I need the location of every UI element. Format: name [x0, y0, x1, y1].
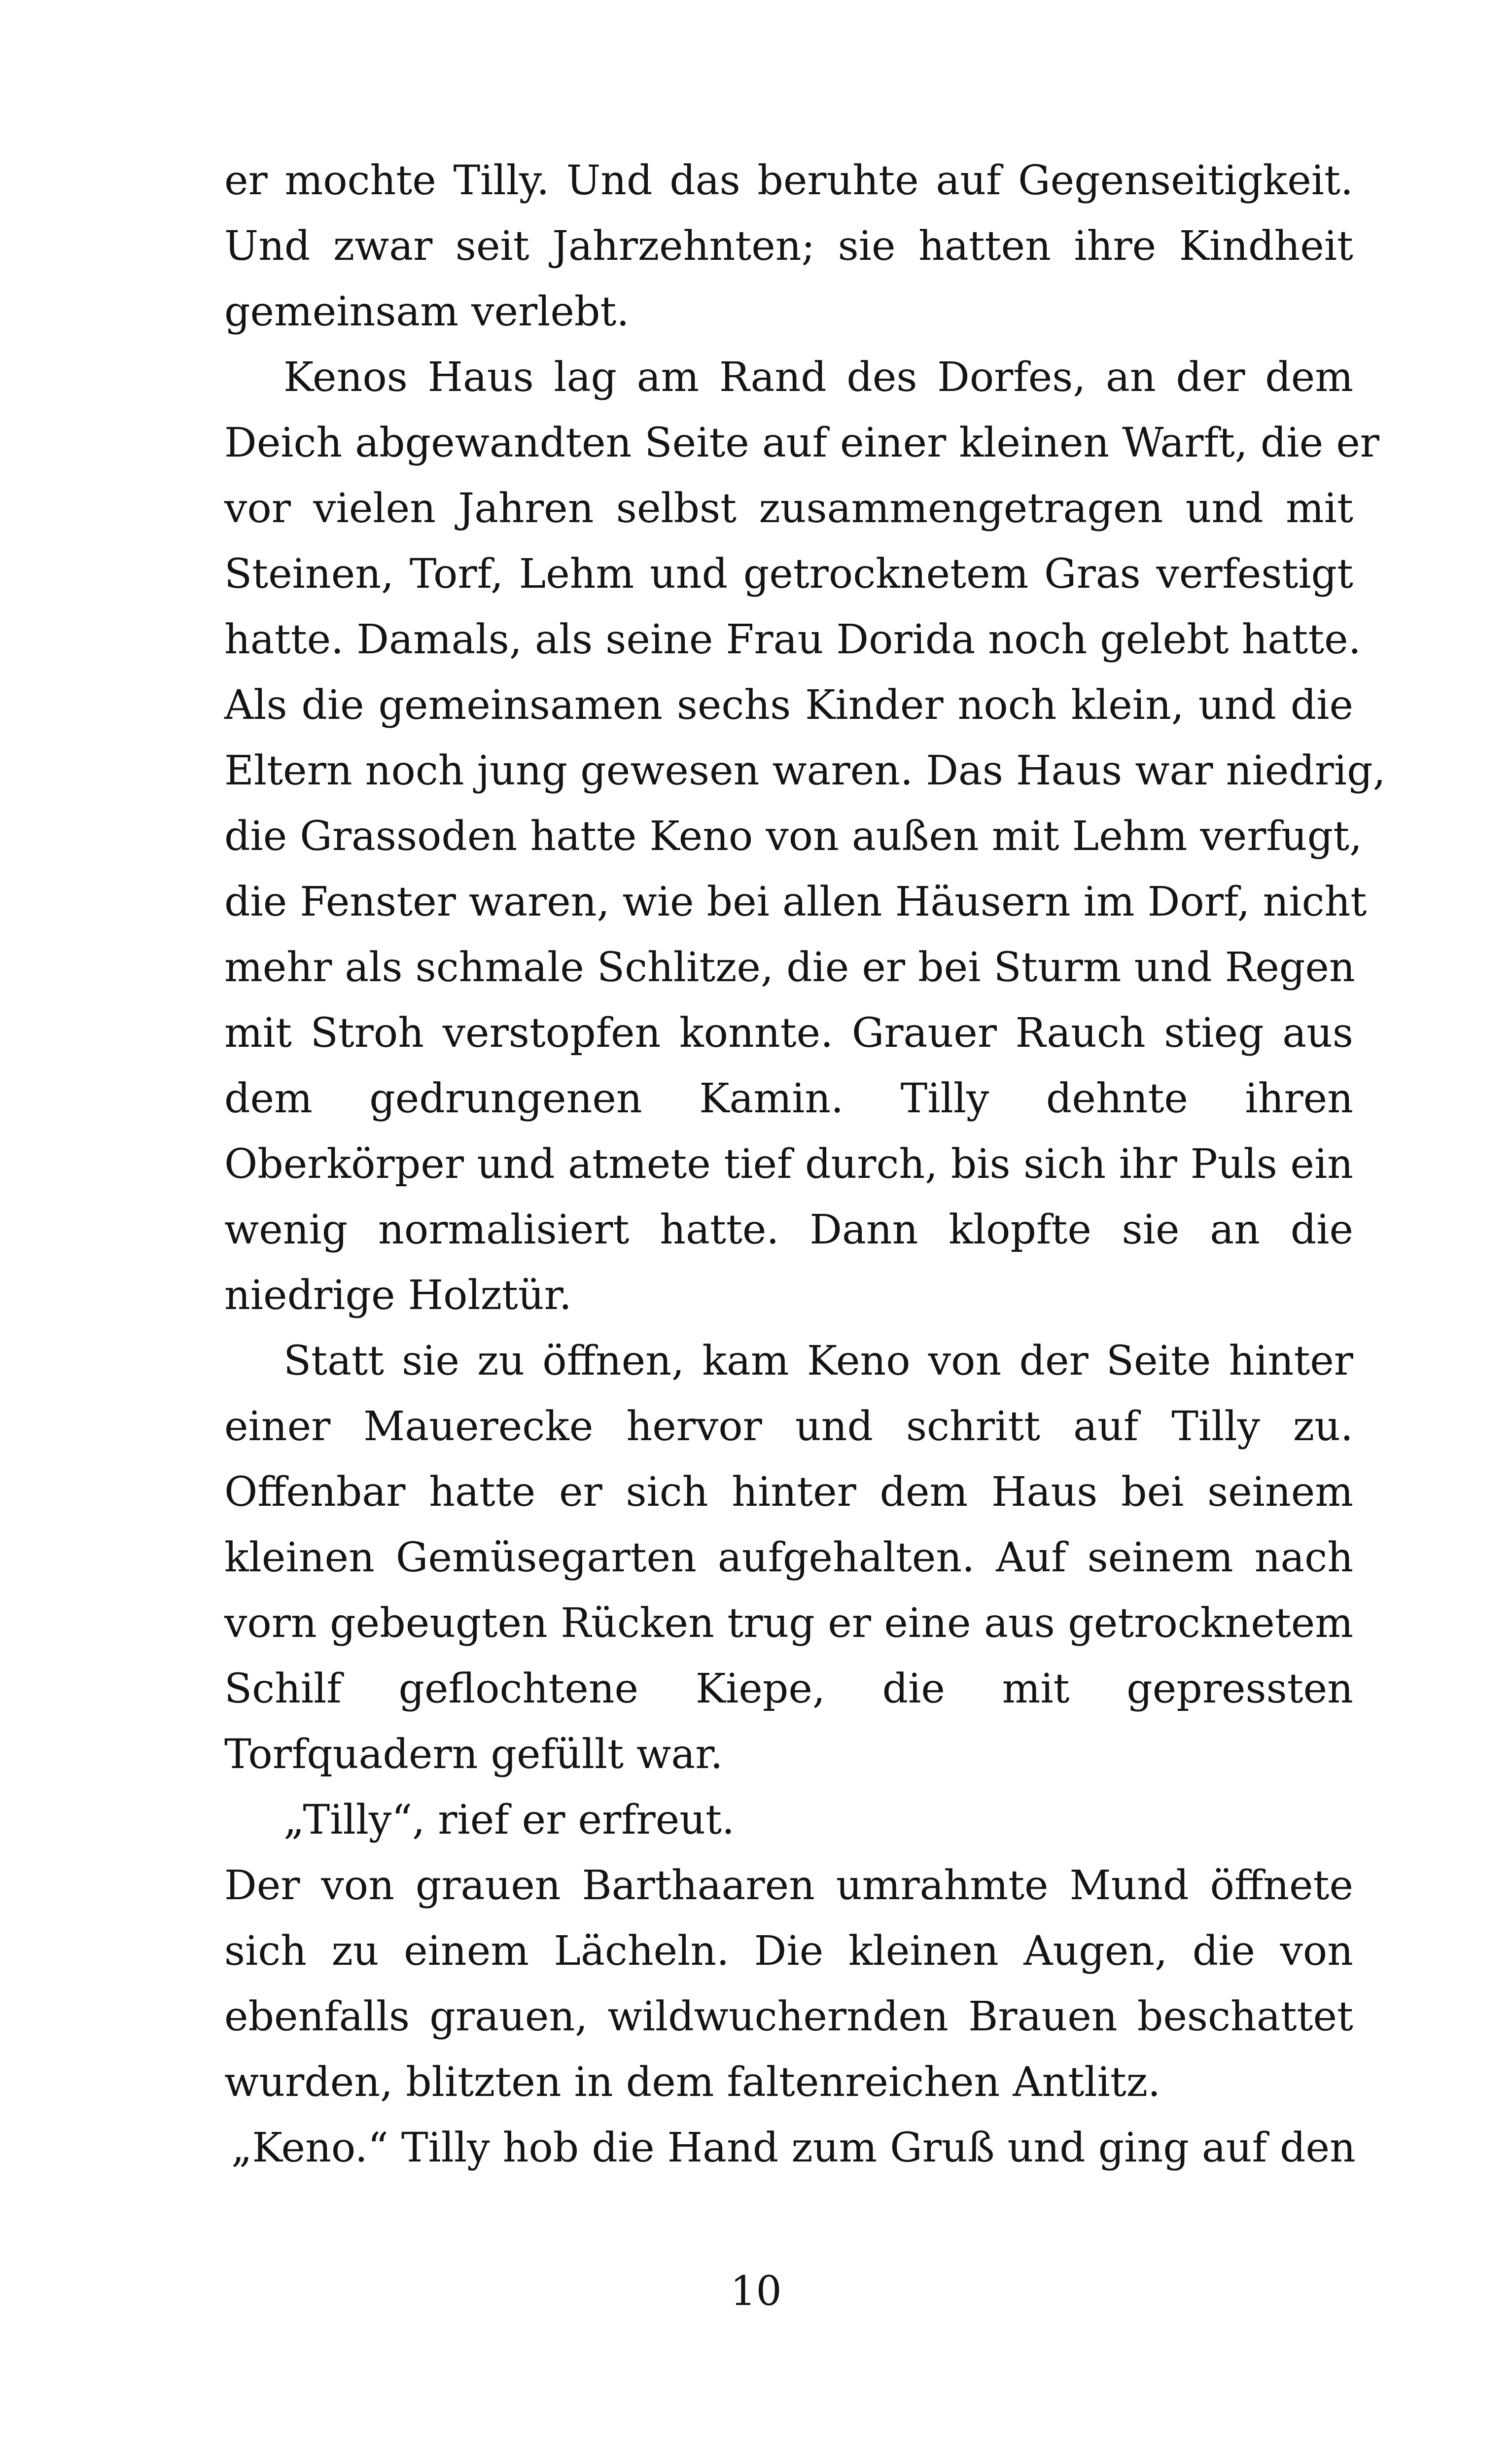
- text-line: wenig normalisiert hatte. Dann klopfte sie an die: [224, 1206, 1353, 1253]
- body-text: [224, 148, 1386, 2181]
- text-line: vorn gebeugten Rücken trug er eine aus getrocknetem: [224, 1600, 1353, 1647]
- text-line: dem gedrungenen Kamin. Tilly dehnte ihren: [224, 1075, 1353, 1122]
- text-line: gemeinsam verlebt.: [224, 288, 630, 335]
- text-line: ebenfalls grauen, wildwuchernden Brauen beschattet: [224, 1993, 1353, 2040]
- dialogue-line: „Keno.“ Tilly hob die Hand zum Gruß und ging auf den: [231, 2125, 1356, 2171]
- text-line: Als die gemeinsamen sechs Kinder noch klein, und die: [224, 682, 1353, 729]
- text-line: Eltern noch jung gewesen waren. Das Haus war niedrig,: [224, 747, 1386, 794]
- text-line: Schilf geflochtene Kiepe, die mit gepressten: [224, 1665, 1353, 1712]
- text-line: niedrige Holztür.: [224, 1272, 572, 1319]
- text-line: wurden, blitzten in dem faltenreichen Antlitz.: [224, 2059, 1161, 2106]
- text-line: Deich abgewandten Seite auf einer kleinen Warft, die er: [224, 420, 1379, 466]
- text-line: hatte. Damals, als seine Frau Dorida noch gelebt hatte.: [224, 616, 1361, 663]
- page-number: 10: [730, 2268, 782, 2315]
- text-line: kleinen Gemüsegarten aufgehalten. Auf seinem nach: [224, 1534, 1353, 1581]
- text-line: mehr als schmale Schlitze, die er bei Sturm und Regen: [224, 944, 1355, 991]
- text-line: Offenbar hatte er sich hinter dem Haus bei seinem: [224, 1469, 1353, 1516]
- text-line: sich zu einem Lächeln. Die kleinen Augen, die von: [224, 1928, 1353, 1975]
- text-line: die Grassoden hatte Keno von außen mit Lehm verfugt,: [224, 813, 1363, 860]
- text-line: die Fenster waren, wie bei allen Häusern im Dorf, nicht: [224, 879, 1367, 925]
- paragraph-first-line: Statt sie zu öffnen, kam Keno von der Seite hinter: [283, 1338, 1353, 1384]
- text-line: vor vielen Jahren selbst zusammengetragen und mit: [224, 485, 1353, 532]
- text-line: einer Mauerecke hervor und schritt auf Tilly zu.: [224, 1403, 1353, 1450]
- text-line: Und zwar seit Jahrzehnten; sie hatten ihre Kindheit: [224, 223, 1353, 270]
- dialogue-line: „Tilly“, rief er erfreut.: [283, 1797, 735, 1843]
- text-line: Steinen, Torf, Lehm und getrocknetem Gras verfestigt: [224, 551, 1353, 598]
- text-line: Oberkörper und atmete tief durch, bis sich ihr Puls ein: [224, 1141, 1353, 1188]
- text-line: Der von grauen Barthaaren umrahmte Mund öffnete: [224, 1862, 1353, 1909]
- text-line: er mochte Tilly. Und das beruhte auf Gegenseitigkeit.: [224, 157, 1353, 204]
- text-line: Torfquadern gefüllt war.: [224, 1731, 723, 1778]
- paragraph-first-line: Kenos Haus lag am Rand des Dorfes, an der dem: [283, 354, 1353, 401]
- text-line: mit Stroh verstopfen konnte. Grauer Rauch stieg aus: [224, 1010, 1353, 1057]
